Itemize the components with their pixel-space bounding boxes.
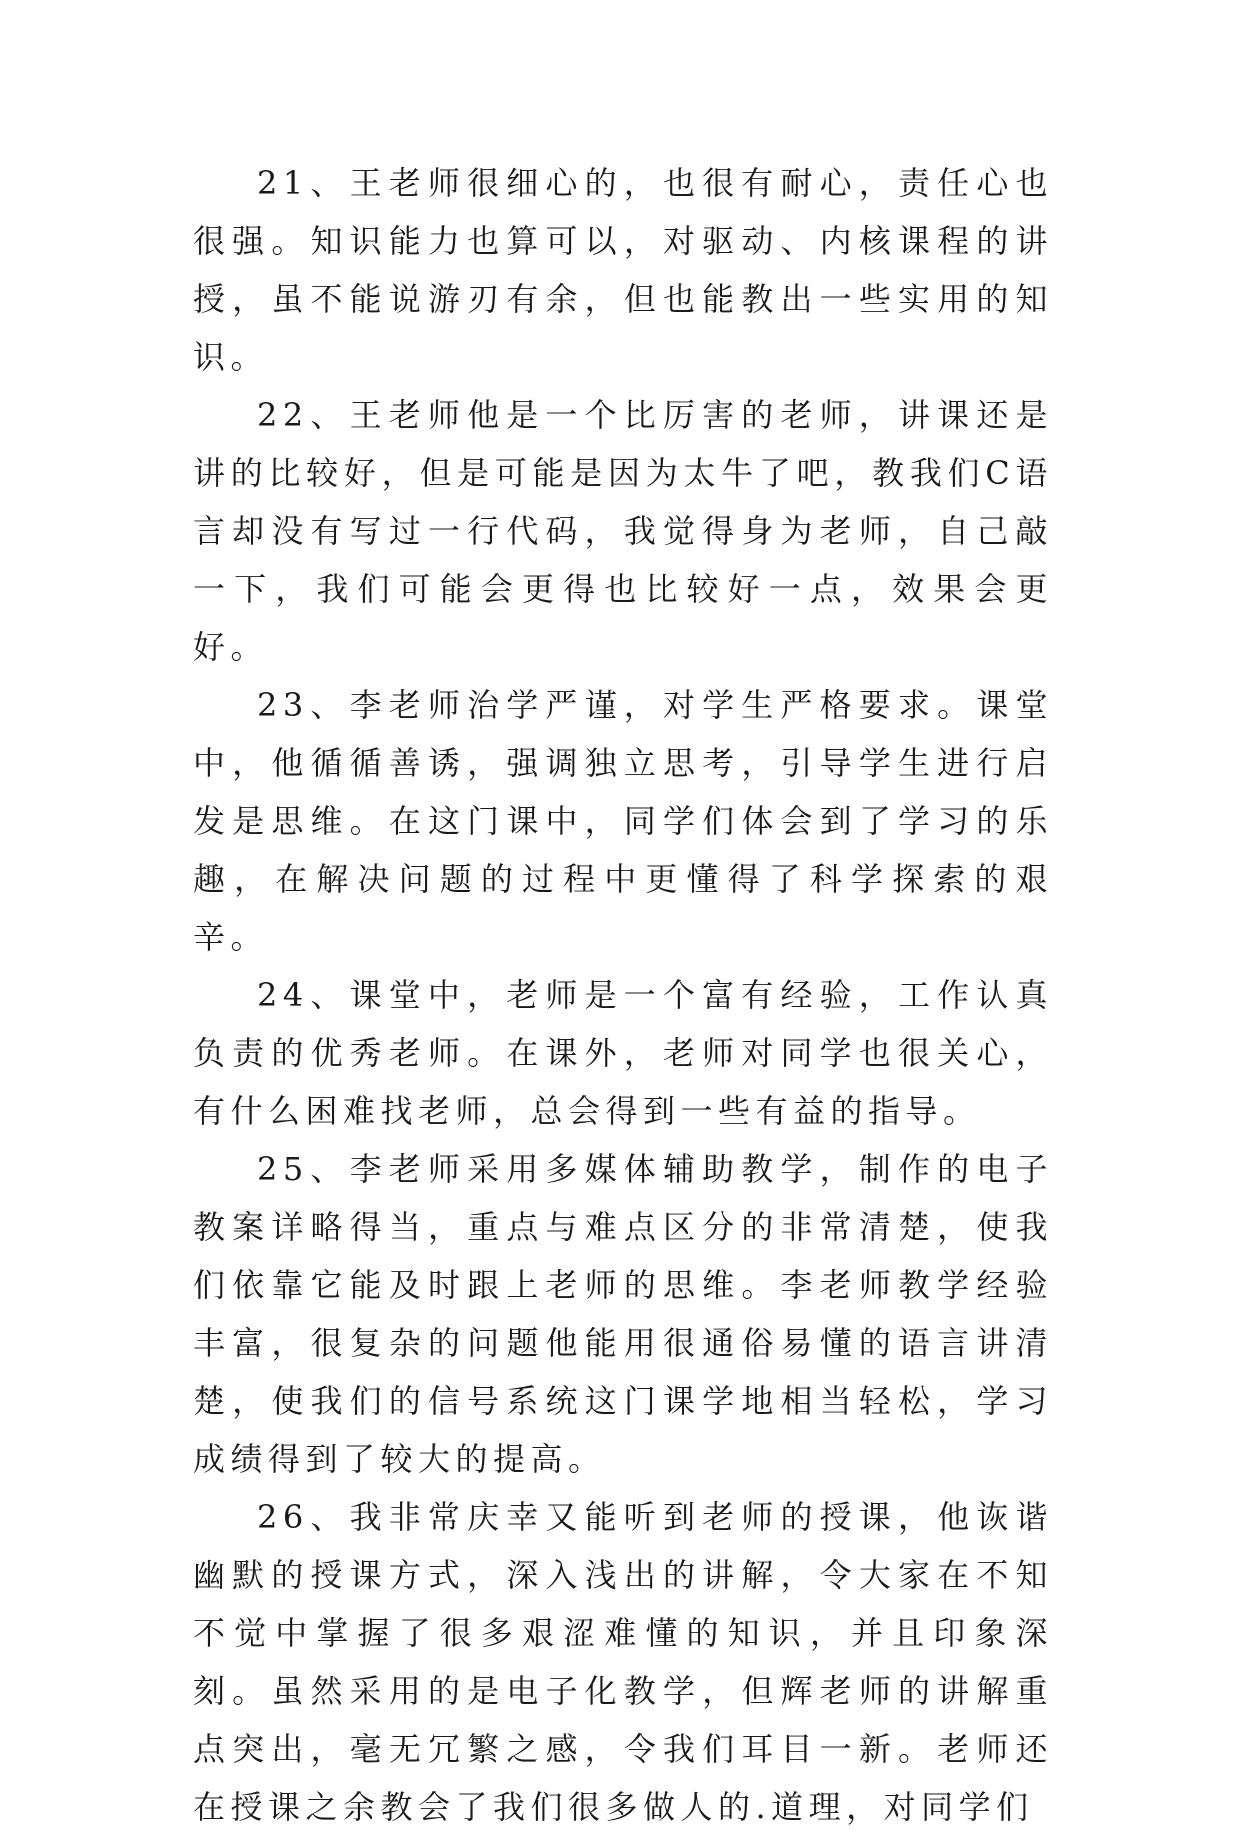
- paragraph-22: 22、王老师他是一个比厉害的老师，讲课还是讲的比较好，但是可能是因为太牛了吧，教我们C语言却没有写过一行代码，我觉得身为老师，自己敲一下，我们可能会更得也比较好一点，效果会更好。: [193, 396, 1053, 666]
- paragraph-26: 26、我非常庆幸又能听到老师的授课，他诙谐幽默的授课方式，深入浅出的讲解，令大家在不知不觉中掌握了很多艰涩难懂的知识，并且印象深刻。虽然采用的是电子化教学，但辉老师的讲解重点突出，毫无冗繁之感，令我们耳目一新。老师还在授课之余教会了我们很多做人的.道理，对同学们: [193, 1498, 1053, 1826]
- paragraph-25: 25、李老师采用多媒体辅助教学，制作的电子教案详略得当，重点与难点区分的非常清楚，使我们依靠它能及时跟上老师的思维。李老师教学经验丰富，很复杂的问题他能用很通俗易懂的语言讲清楚，使我们的信号系统这门课学地相当轻松，学习成绩得到了较大的提高。: [193, 1150, 1053, 1478]
- document-page: [193, 154, 1053, 1836]
- paragraph-23: 23、李老师治学严谨，对学生严格要求。课堂中，他循循善诱，强调独立思考，引导学生进行启发是思维。在这门课中，同学们体会到了学习的乐趣，在解决问题的过程中更懂得了科学探索的艰辛。: [193, 686, 1053, 956]
- paragraph-24: 24、课堂中，老师是一个富有经验，工作认真负责的优秀老师。在课外，老师对同学也很关心，有什么困难找老师，总会得到一些有益的指导。: [193, 976, 1053, 1130]
- paragraph-21: 21、王老师很细心的，也很有耐心，责任心也很强。知识能力也算可以，对驱动、内核课程的讲授，虽不能说游刃有余，但也能教出一些实用的知识。: [193, 164, 1053, 376]
